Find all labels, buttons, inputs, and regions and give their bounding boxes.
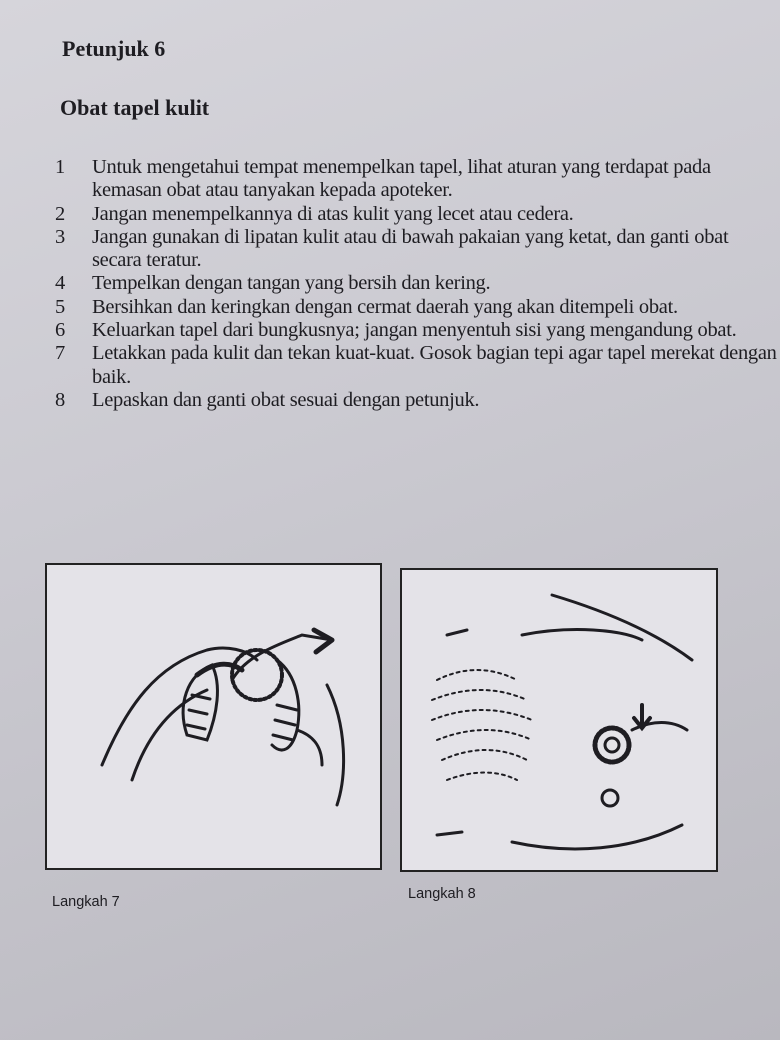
step-number: 6: [55, 319, 65, 342]
step-text: Keluarkan tapel dari bungkusnya; jangan menyentuh sisi yang mengandung obat.: [92, 319, 737, 342]
step-text: Jangan menempelkannya di atas kulit yang lecet atau cedera.: [92, 202, 574, 225]
step-number: 5: [55, 295, 65, 318]
instruction-list: [50, 156, 780, 412]
list-item: [50, 319, 780, 342]
list-item: [50, 272, 780, 295]
step-number: 2: [55, 202, 65, 225]
illustration-step-7: [45, 563, 382, 870]
list-item: [50, 296, 780, 319]
page-title: Obat tapel kulit: [60, 95, 210, 120]
list-item: [50, 203, 780, 226]
step-text: Bersihkan dan keringkan dengan cermat daerah yang akan ditempeli obat.: [92, 295, 678, 318]
step-number: 3: [55, 225, 65, 248]
step-text: Untuk mengetahui tempat menempelkan tapel, lihat aturan yang terdapat pada kemasan obat atau tanyakan kepada apoteker.: [92, 156, 711, 202]
patch-on-skin-drawing: [402, 570, 716, 870]
figure-caption: Langkah 7: [52, 894, 120, 910]
list-item: [50, 226, 780, 273]
step-number: 1: [55, 156, 65, 178]
list-item: [50, 342, 780, 389]
step-number: 8: [55, 388, 65, 411]
illustration-step-8: [400, 568, 718, 872]
section-heading: Petunjuk 6: [62, 36, 166, 61]
step-text: Letakkan pada kulit dan tekan kuat-kuat. Gosok bagian tepi agar tapel merekat dengan baik.: [92, 342, 777, 388]
list-item: [50, 389, 780, 412]
hands-peeling-patch-drawing: [47, 565, 380, 868]
step-text: Lepaskan dan ganti obat sesuai dengan petunjuk.: [92, 388, 480, 411]
step-number: 4: [55, 272, 65, 295]
figure-caption: Langkah 8: [408, 886, 476, 902]
step-number: 7: [55, 342, 65, 365]
list-item: [50, 156, 780, 203]
step-text: Jangan gunakan di lipatan kulit atau di bawah pakaian yang ketat, dan ganti obat secara teratur.: [92, 225, 729, 272]
step-text: Tempelkan dengan tangan yang bersih dan kering.: [92, 272, 491, 295]
